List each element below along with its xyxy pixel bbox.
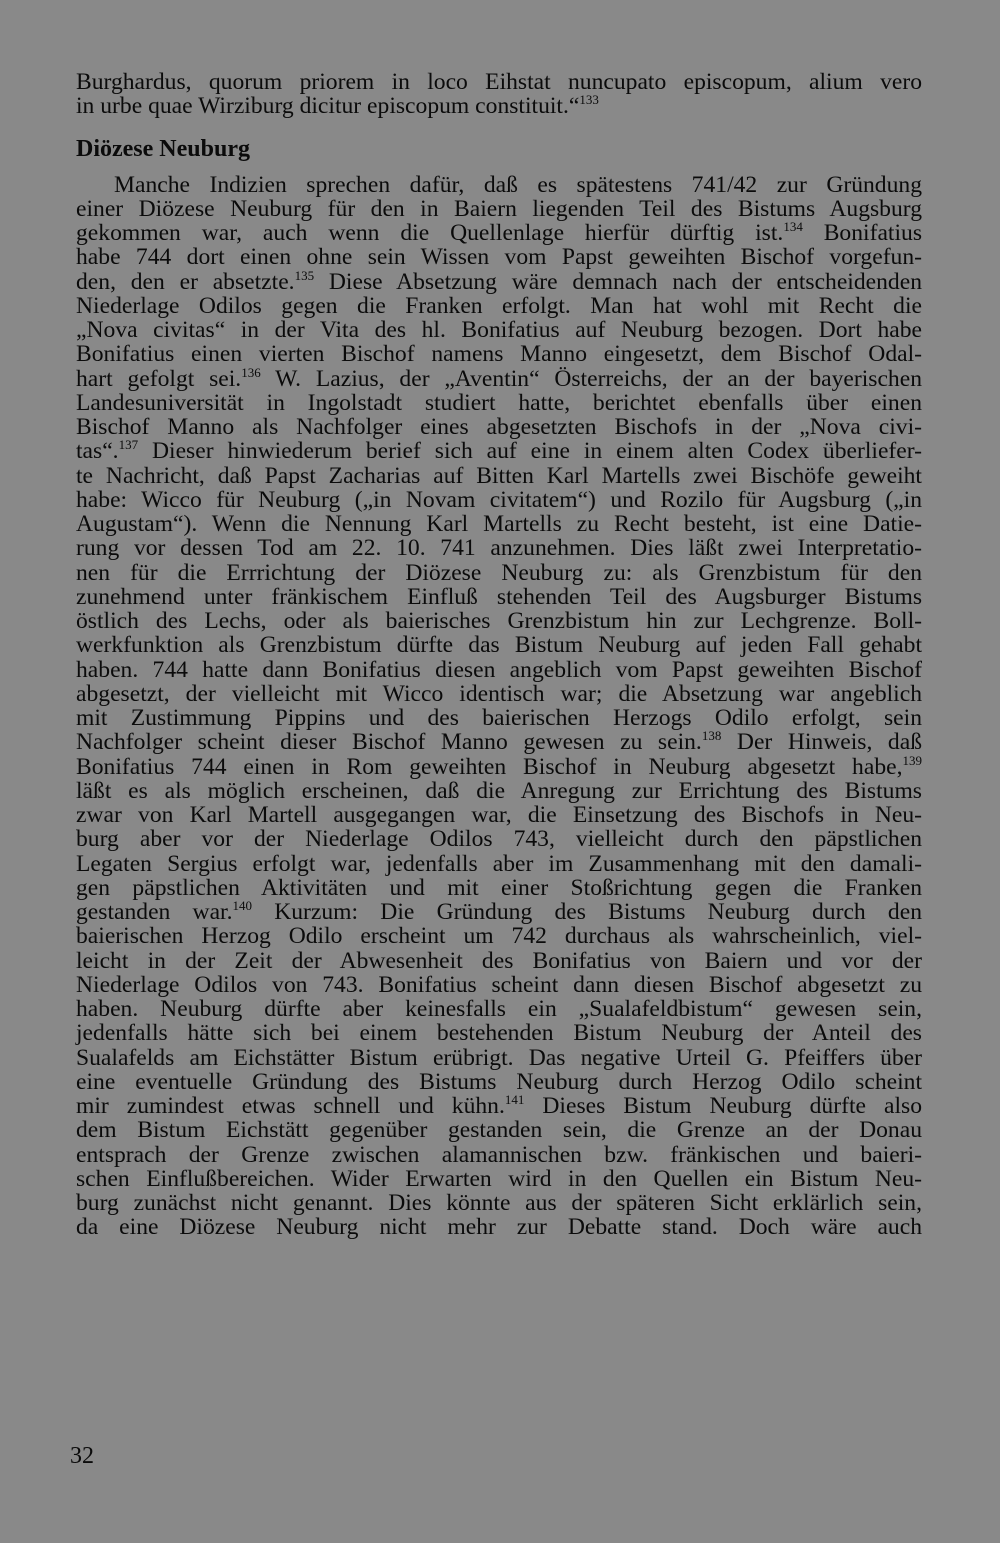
line-text: zunehmend unter fränkischem Einfluß stehenden Teil des Augsburger Bistums	[76, 583, 922, 610]
text-line	[76, 852, 922, 876]
text-line	[76, 752, 922, 780]
line-text: burg aber vor der Niederlage Odilos 743, vielleicht durch den päpstlichen	[76, 826, 922, 853]
line-text: abgesetzt, der vielleicht mit Wicco identisch war; die Absetzung war angeblich	[76, 680, 922, 707]
text-line	[76, 924, 922, 948]
text-line	[76, 876, 922, 900]
text-line	[76, 1046, 922, 1070]
text-line	[76, 900, 922, 924]
text-line	[76, 633, 922, 657]
text-line	[76, 1118, 922, 1142]
line-text: „Nova civitas“ in der Vita des hl. Bonifatius auf Neuburg bezogen. Dort habe	[76, 317, 922, 343]
line-text: baierischen Herzog Odilo erscheint um 742 durchaus als wahrscheinlich, viel-	[76, 923, 922, 950]
text-line	[76, 1094, 922, 1118]
text-line	[76, 1021, 922, 1045]
footnote-marker: 141	[504, 1092, 525, 1107]
text-line	[76, 658, 922, 682]
line-text: mir zumindest etwas schnell und kühn.	[76, 1093, 505, 1119]
line-text: rung vor dessen Tod am 22. 10. 741 anzunehmen. Dies läßt zwei Interpretatio-	[76, 535, 922, 562]
line-text: gestanden war.	[76, 899, 233, 925]
text-line	[76, 391, 922, 415]
line-text-continued: Dieses Bistum Neuburg dürfte also	[524, 1093, 922, 1119]
text-line	[76, 561, 922, 585]
line-text: nen für die Errrichtung der Diözese Neuburg zu: als Grenzbistum für den	[76, 559, 922, 586]
text-line	[76, 803, 922, 827]
footnote-marker: 135	[294, 267, 315, 283]
line-text: tas“.	[76, 438, 119, 465]
line-text-continued: Der Hinweis, daß	[721, 729, 922, 756]
body-paragraph	[76, 173, 922, 1240]
text-line	[76, 827, 922, 851]
footnote-marker: 134	[783, 219, 803, 234]
line-text: burg zunächst nicht genannt. Dies könnte aus der späteren Sicht erklärlich sein,	[76, 1190, 922, 1216]
line-text-continued: W. Lazius, der „Aventin“ Österreichs, der an der bayerischen	[260, 365, 922, 392]
line-text: Augustam“). Wenn die Nennung Karl Martells zu Recht besteht, ist eine Datie-	[76, 511, 922, 537]
line-text: Bischof Manno als Nachfolger eines abgesetzten Bischofs in der „Nova civi-	[76, 414, 922, 440]
text-line	[76, 512, 922, 536]
line-text: Sualafelds am Eichstätter Bistum erübrigt. Das negative Urteil G. Pfeiffers über	[76, 1044, 922, 1071]
line-text: östlich des Lechs, oder als baierisches Grenzbistum hin zur Lechgrenze. Boll-	[76, 608, 922, 634]
text-line	[76, 1191, 922, 1215]
text-line	[76, 1143, 922, 1167]
text-line	[76, 682, 922, 706]
text-line	[76, 267, 922, 295]
footnote-marker: 138	[701, 728, 722, 744]
line-text: Landesuniversität in Ingolstadt studiert hatte, berichtet ebenfalls über einen	[76, 389, 922, 416]
text-line	[76, 439, 922, 463]
line-text: Legaten Sergius erfolgt war, jedenfalls aber im Zusammenhang mit den damali-	[76, 850, 922, 877]
line-text: in urbe quae Wirziburg dicitur episcopum constituit.“	[76, 93, 580, 120]
line-text-continued: Diese Absetzung wäre demnach nach der entscheidenden	[314, 268, 922, 295]
text-line	[76, 342, 922, 366]
line-text: werkfunktion als Grenzbistum dürfte das Bistum Neuburg auf jeden Fall gehabt	[76, 632, 922, 659]
intro-paragraph	[76, 70, 922, 119]
text-line	[76, 221, 922, 245]
text-line	[76, 585, 922, 609]
text-line	[76, 1215, 922, 1239]
footnote-marker: 139	[902, 752, 922, 768]
text-line	[76, 609, 922, 633]
line-text: Niederlage Odilos von 743. Bonifatius scheint dann diesen Bischof abgesetzt zu	[76, 971, 922, 998]
footnote-marker: 140	[232, 898, 253, 913]
text-line	[76, 730, 922, 754]
text-line	[76, 197, 922, 221]
text-line	[76, 294, 922, 318]
line-text: Bonifatius 744 einen in Rom geweihten Bischof in Neuburg abgesetzt habe,	[76, 753, 903, 780]
footnote-marker: 137	[118, 437, 139, 453]
line-text: haben. Neuburg dürfte aber keinesfalls ein „Sualafeldbistum“ gewesen sein,	[76, 996, 922, 1022]
text-line	[76, 94, 922, 118]
line-text-continued: Dieser hinwiederum berief sich auf eine in einem alten Codex überliefer-	[138, 438, 922, 465]
line-text: da eine Diözese Neuburg nicht mehr zur Debatte stand. Doch wäre auch	[76, 1214, 922, 1241]
text-line	[76, 488, 922, 512]
line-text: gekommen war, auch wenn die Quellenlage hierfür dürftig ist.	[76, 220, 784, 246]
line-text: hart gefolgt sei.	[76, 365, 242, 392]
section-heading: Diözese Neuburg	[76, 135, 250, 162]
footnote-marker: 133	[579, 92, 599, 108]
text-line	[76, 318, 922, 342]
line-text: Nachfolger scheint dieser Bischof Manno gewesen zu sein.	[76, 729, 702, 756]
text-line	[76, 997, 922, 1021]
line-text-continued: Kurzum: Die Gründung des Bistums Neuburg durch den	[252, 899, 922, 925]
text-line	[76, 173, 922, 197]
line-text: gen päpstlichen Aktivitäten und mit einer Stoßrichtung gegen die Franken	[76, 874, 922, 901]
line-text: entsprach der Grenze zwischen alamannischen bzw. fränkischen und baieri-	[76, 1141, 922, 1168]
footnote-marker: 136	[241, 364, 261, 380]
text-line	[76, 973, 922, 997]
line-text: einer Diözese Neuburg für den in Baiern liegenden Teil des Bistums Augsburg	[76, 195, 922, 222]
line-text: te Nachricht, daß Papst Zacharias auf Bitten Karl Martells zwei Bischöfe geweiht	[76, 462, 922, 489]
text-line	[76, 415, 922, 439]
text-line	[76, 364, 922, 392]
text-line	[76, 245, 922, 269]
page-content	[76, 70, 922, 1240]
line-text: schen Einflußbereichen. Wider Erwarten wird in den Quellen ein Bistum Neu-	[76, 1165, 922, 1192]
line-text: dem Bistum Eichstätt gegenüber gestanden sein, die Grenze an der Donau	[76, 1117, 922, 1144]
text-line	[76, 779, 922, 803]
text-line	[76, 949, 922, 973]
line-text: Bonifatius einen vierten Bischof namens Manno eingesetzt, dem Bischof Odal-	[76, 341, 922, 368]
text-line	[76, 464, 922, 488]
line-text: leicht in der Zeit der Abwesenheit des Bonifatius von Baiern und vor der	[76, 947, 922, 974]
line-text: mit Zustimmung Pippins und des baierischen Herzogs Odilo erfolgt, sein	[76, 705, 922, 731]
line-text: Niederlage Odilos gegen die Franken erfolgt. Man hat wohl mit Recht die	[76, 292, 922, 319]
page-number: 32	[70, 1443, 94, 1469]
line-text: jedenfalls hätte sich bei einem bestehenden Bistum Neuburg der Anteil des	[76, 1020, 922, 1047]
line-text: Burghardus, quorum priorem in loco Eihstat nuncupato episcopum, alium vero	[76, 69, 922, 95]
line-text-continued: Bonifatius	[802, 220, 923, 246]
line-text: eine eventuelle Gründung des Bistums Neuburg durch Herzog Odilo scheint	[76, 1068, 922, 1095]
line-text: habe: Wicco für Neuburg („in Novam civitatem“) und Rozilo für Augsburg („in	[76, 486, 922, 513]
text-line	[76, 536, 922, 560]
text-line	[76, 1167, 922, 1191]
line-text: Manche Indizien sprechen dafür, daß es spätestens 741/42 zur Gründung	[114, 171, 922, 198]
text-line	[76, 1070, 922, 1094]
line-text: den, den er absetzte.	[76, 268, 295, 295]
line-text: haben. 744 hatte dann Bonifatius diesen angeblich vom Papst geweihten Bischof	[76, 656, 922, 683]
line-text: läßt es als möglich erscheinen, daß die Anregung zur Errichtung des Bistums	[76, 777, 922, 804]
text-line	[76, 70, 922, 94]
text-line	[76, 706, 922, 730]
line-text: habe 744 dort einen ohne sein Wissen vom Papst geweihten Bischof vorgefun-	[76, 244, 922, 271]
line-text: zwar von Karl Martell ausgegangen war, die Einsetzung des Bischofs in Neu-	[76, 802, 922, 828]
